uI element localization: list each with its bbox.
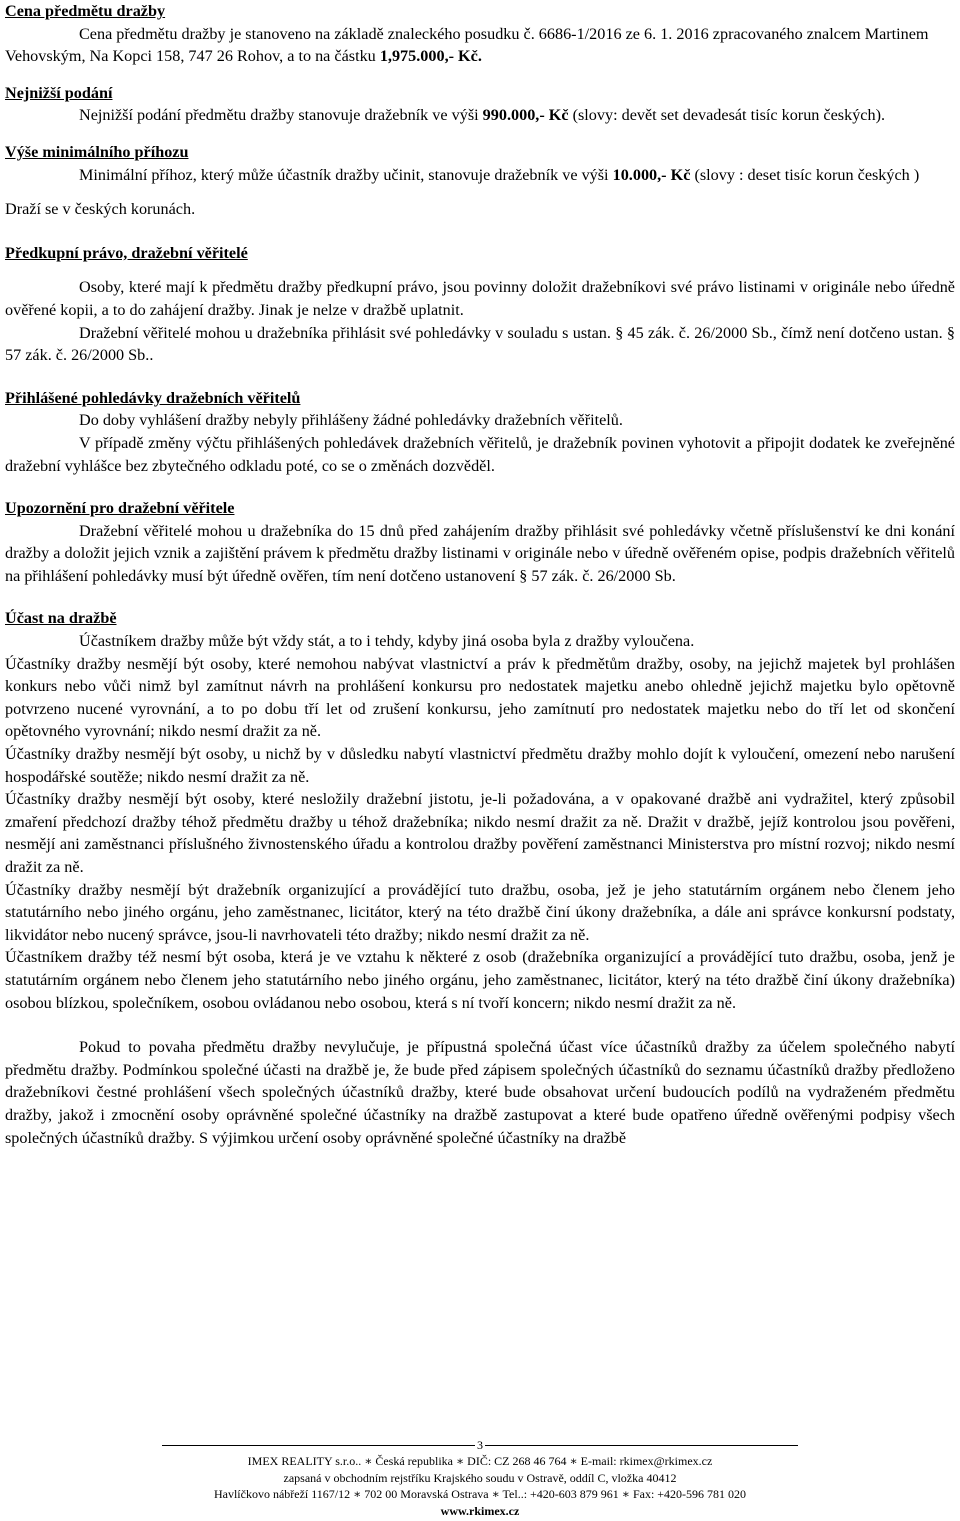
participation-paragraph-3: Účastníky dražby nesmějí být osoby, u nichž by v důsledku nabytí vlastnictví předmětu dražby mohlo dojít k vyloučení, omezení nebo narušení hospodářské soutěže; nikdo nesmí dražit za ně. <box>5 745 955 786</box>
document-page <box>5 0 955 1149</box>
participation-paragraph-1: Účastníkem dražby může být vždy stát, a to i tehdy, kdyby jiná osoba byla z dražby vyloučena. <box>79 632 695 651</box>
section-heading-creditor-notice: Upozornění pro dražební věřitele <box>5 499 235 518</box>
min-increment-words: (slovy : deset tisíc korun českých ) <box>690 165 920 184</box>
section-heading-participation: Účast na dražbě <box>5 609 117 628</box>
section-heading-min-bid: Nejnižší podání <box>5 83 113 102</box>
footer-registry-line: zapsaná v obchodním rejstříku Krajského soudu v Ostravě, oddíl C, vložka 40412 <box>283 1470 677 1485</box>
price-text: Cena předmětu dražby je stanoveno na základě znaleckého posudku č. 6686-1/2016 ze 6. 1. 2016 zpracovaného znalcem Martinem Vehovským, Na Kopci 158, 747 26 Rohov, a to na částku <box>5 24 929 66</box>
section-heading-preemption: Předkupní právo, dražební věřitelé <box>5 243 248 262</box>
footer-website-link[interactable]: www.rkimex.cz <box>440 1503 520 1518</box>
participation-paragraph-6: Účastníkem dražby též nesmí být osoba, která je ve vztahu k některé z osob (dražebníka organizující a provádějící tuto dražbu, osoba, jenž je statutárním orgánem nebo členem jeho statutárního nebo jiného orgánu, jeho zaměstnanec, licitátor, který na této dražbě činí úkony dražebníka) osobou blízkou, společníkem, osobou ovládanou nebo osobou, která s ní tvoří koncern; nikdo nesmí dražit za ně. <box>5 948 955 1012</box>
page-footer <box>0 1436 960 1519</box>
claims-paragraph-2: V případě změny výčtu přihlášených pohledávek dražebních věřitelů, je dražebník povinen vyhotovit a připojit dodatek ke zveřejněné dražební vyhlášce bez zbytečného odkladu poté, co se o změnách dozvěděl. <box>5 433 955 475</box>
min-bid-amount: 990.000,- Kč <box>482 106 569 125</box>
participation-paragraph-4: Účastníky dražby nesmějí být osoby, které nesložily dražební jistotu, je-li požadována, a v opakované dražbě ani vydražitel, který způsobil zmaření předchozí dražby téhož předmětu dražby u téhož dražebníka; nikdo nesmí dražit za ně. Dražit v dražbě, jejíž kontrolou jsou pověřeni, nesmějí ani zaměstnanci příslušného živnostenského úřadu a kontrolou dražby pověření zaměstnanci Ministerstva pro místní rozvoj; nikdo nesmí dražit za ně. <box>5 790 955 876</box>
min-bid-paragraph <box>5 104 955 127</box>
section-heading-min-increment: Výše minimálního příhozu <box>5 142 189 161</box>
page-number: 3 <box>477 1438 483 1452</box>
section-heading-claims: Přihlášené pohledávky dražebních věřitelů <box>5 388 301 407</box>
price-amount: 1,975.000,- Kč. <box>379 47 482 66</box>
participation-paragraph-5: Účastníky dražby nesmějí být dražebník organizující a provádějící tuto dražbu, osoba, jež je jeho statutárním orgánem nebo členem jeho statutárního nebo jiného orgánu, jeho zaměstnanec, licitátor, který na této dražbě činí úkony dražebníka, a dále ani správce konkursní podstaty, likvidátor nebo nucený správce, jsou-li navrhovateli této dražby; nikdo nesmí dražit za ně. <box>5 880 955 944</box>
min-bid-text: Nejnižší podání předmětu dražby stanovuje dražebník ve výši <box>79 106 483 125</box>
participation-paragraph-2: Účastníky dražby nesmějí být osoby, které nemohou nabývat vlastnictví a práv k předmětům dražby, osoby, na jejichž majetek byl prohlášen konkurs nebo vůči nimž byl zamítnut návrh na prohlášení konkursu pro nedostatek majetku anebo ohledně jejichž majetku bylo opětovně potvrzeno nucené vyrovnání, a to po dobu tří let od zrušení konkursu, jeho zamítnutí pro nedostatek majetku nebo do tří let od skončení opětovného vyrovnání; nikdo nesmí dražit za ně. <box>5 654 955 741</box>
creditor-notice-paragraph: Dražební věřitelé mohou u dražebníka do 15 dnů před zahájením dražby přihlásit své pohledávky včetně příslušenství ke dni konání dražby a doložit jejich vznik a zajištění právem k předmětu dražby listinami v originále nebo v úředně ověřeném opise, podpis dražebních věřitelů na přihlášení pohledávky musí být úředně ověřen, tím není dotčeno ustanovení § 57 zák. č. 26/2000 Sb. <box>5 521 955 585</box>
claims-paragraph-1: Do doby vyhlášení dražby nebyly přihlášeny žádné pohledávky dražebních věřitelů. <box>79 411 623 430</box>
footer-company-line: IMEX REALITY s.r.o.. ∗ Česká republika ∗ DIČ: CZ 268 46 764 ∗ E-mail: rkimex@rkimex.cz <box>247 1454 713 1469</box>
preemption-paragraph-2: Dražební věřitelé mohou u dražebníka přihlásit své pohledávky v souladu s ustan. § 45 zák. č. 26/2000 Sb., čímž není dotčeno ustan. § 57 zák. č. 26/2000 Sb.. <box>5 323 955 365</box>
price-paragraph <box>5 23 955 68</box>
footer-address-line: Havlíčkovo nábřeží 1167/12 ∗ 702 00 Moravská Ostrava ∗ Tel..: +420-603 879 961 ∗ Fax: +420-596 781 020 <box>213 1487 747 1502</box>
min-bid-words: (slovy: devět set devadesát tisíc korun českých). <box>568 106 886 125</box>
participation-paragraph-7: Pokud to povaha předmětu dražby nevylučuje, je přípustná společná účast více účastníků dražby za účelem společného nabytí předmětu dražby. Podmínkou společné účasti na dražbě je, že bude před zápisem společných účastníků do seznamu účastníků dražby předloženo dražebníkovi čestné prohlášení všech společných účastníků dražby, které bude obsahovat určení budoucích podílů na vydraženém předmětu dražby, jakož i zmocnění osoby oprávněné společné účastníky na dražbě zastupovat a které bude opatřeno úředně ověřenými podpisy všech společných účastníků dražby. S výjimkou určení osoby oprávněné společné účastníky na dražbě <box>5 1038 955 1147</box>
section-heading-price: Cena předmětu dražby <box>5 2 166 20</box>
currency-note: Draží se v českých korunách. <box>5 200 196 219</box>
min-increment-amount: 10.000,- Kč <box>612 165 691 184</box>
min-increment-text: Minimální příhoz, který může účastník dražby učinit, stanovuje dražebník ve výši <box>79 165 613 184</box>
preemption-paragraph-1: Osoby, které mají k předmětu dražby předkupní právo, jsou povinny doložit dražebníkovi své právo listinami v originále nebo úředně ověřené kopii, a to do zahájení dražby. Jinak je nelze v dražbě uplatnit. <box>5 278 955 319</box>
min-increment-paragraph <box>5 164 955 187</box>
